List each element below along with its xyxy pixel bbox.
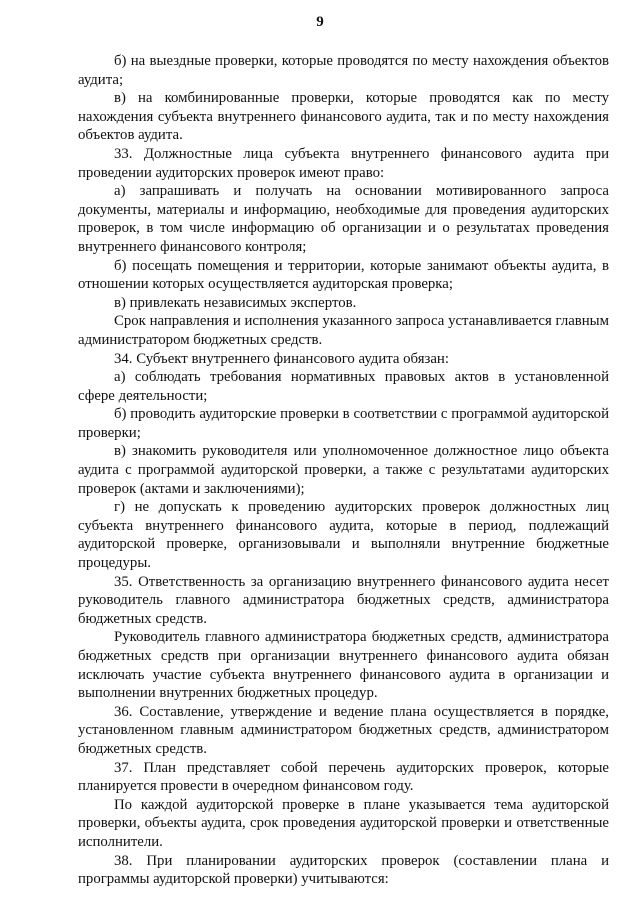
paragraph: 36. Составление, утверждение и ведение плана осуществляется в порядке, установленном главным администратором бюджетных средств, администратором бюджетных средств. bbox=[78, 703, 609, 757]
paragraph: а) запрашивать и получать на основании мотивированного запроса документы, материалы и информацию, необходимые для проведения аудиторских проверок, в том числе информацию об организации и о результатах проведения внутреннего финансового контроля; bbox=[78, 183, 609, 255]
paragraph: Срок направления и исполнения указанного запроса устанавливается главным администратором бюджетных средств. bbox=[78, 313, 609, 348]
paragraph: а) соблюдать требования нормативных правовых актов в установленной сфере деятельности; bbox=[78, 369, 609, 404]
paragraph: Руководитель главного администратора бюджетных средств, администратора бюджетных средств при организации внутреннего финансового аудита обязан исключать участие субъекта внутреннего финансового аудита в организации и выполнении внутренних бюджетных процедур. bbox=[78, 629, 609, 702]
paragraph: 33. Должностные лица субъекта внутреннего финансового аудита при проведении аудиторских проверок имеют право: bbox=[78, 145, 609, 181]
paragraph: б) проводить аудиторские проверки в соответствии с программой аудиторской проверки; bbox=[78, 406, 609, 441]
paragraph: 37. План представляет собой перечень аудиторских проверок, которые планируется провести в очередном финансовом году. bbox=[78, 759, 609, 795]
paragraph: в) привлекать независимых экспертов. bbox=[114, 294, 357, 311]
document-body bbox=[78, 52, 609, 889]
paragraph: 34. Субъект внутреннего финансового аудита обязан: bbox=[114, 350, 449, 367]
paragraph: б) посещать помещения и территории, которые занимают объекты аудита, в отношении которых осуществляется аудиторская проверка; bbox=[78, 257, 609, 293]
paragraph: б) на выездные проверки, которые проводятся по месту нахождения объектов аудита; bbox=[78, 53, 609, 88]
paragraph: 38. При планировании аудиторских проверок (составлении плана и программы аудиторской проверки) учитываются: bbox=[78, 852, 609, 888]
paragraph: в) знакомить руководителя или уполномоченное должностное лицо объекта аудита с программой аудиторской проверки, а также с результатами аудиторских проверок (актами и заключениями); bbox=[78, 443, 609, 497]
paragraph: г) не допускать к проведению аудиторских проверок должностных лиц субъекта внутреннего финансового аудита, которые в период, подлежащий аудиторской проверке, организовывали и выполняли внутренние бюджетные процедуры. bbox=[78, 499, 609, 572]
paragraph: 35. Ответственность за организацию внутреннего финансового аудита несет руководитель главного администратора бюджетных средств, администратора бюджетных средств. bbox=[78, 573, 609, 627]
page-number: 9 bbox=[316, 14, 324, 30]
paragraph: в) на комбинированные проверки, которые проводятся как по месту нахождения субъекта внутреннего финансового аудита, так и по месту нахождения объектов аудита. bbox=[78, 90, 609, 144]
paragraph: По каждой аудиторской проверке в плане указывается тема аудиторской проверки, объекты аудита, срок проведения аудиторской проверки и ответственные исполнители. bbox=[78, 796, 609, 850]
